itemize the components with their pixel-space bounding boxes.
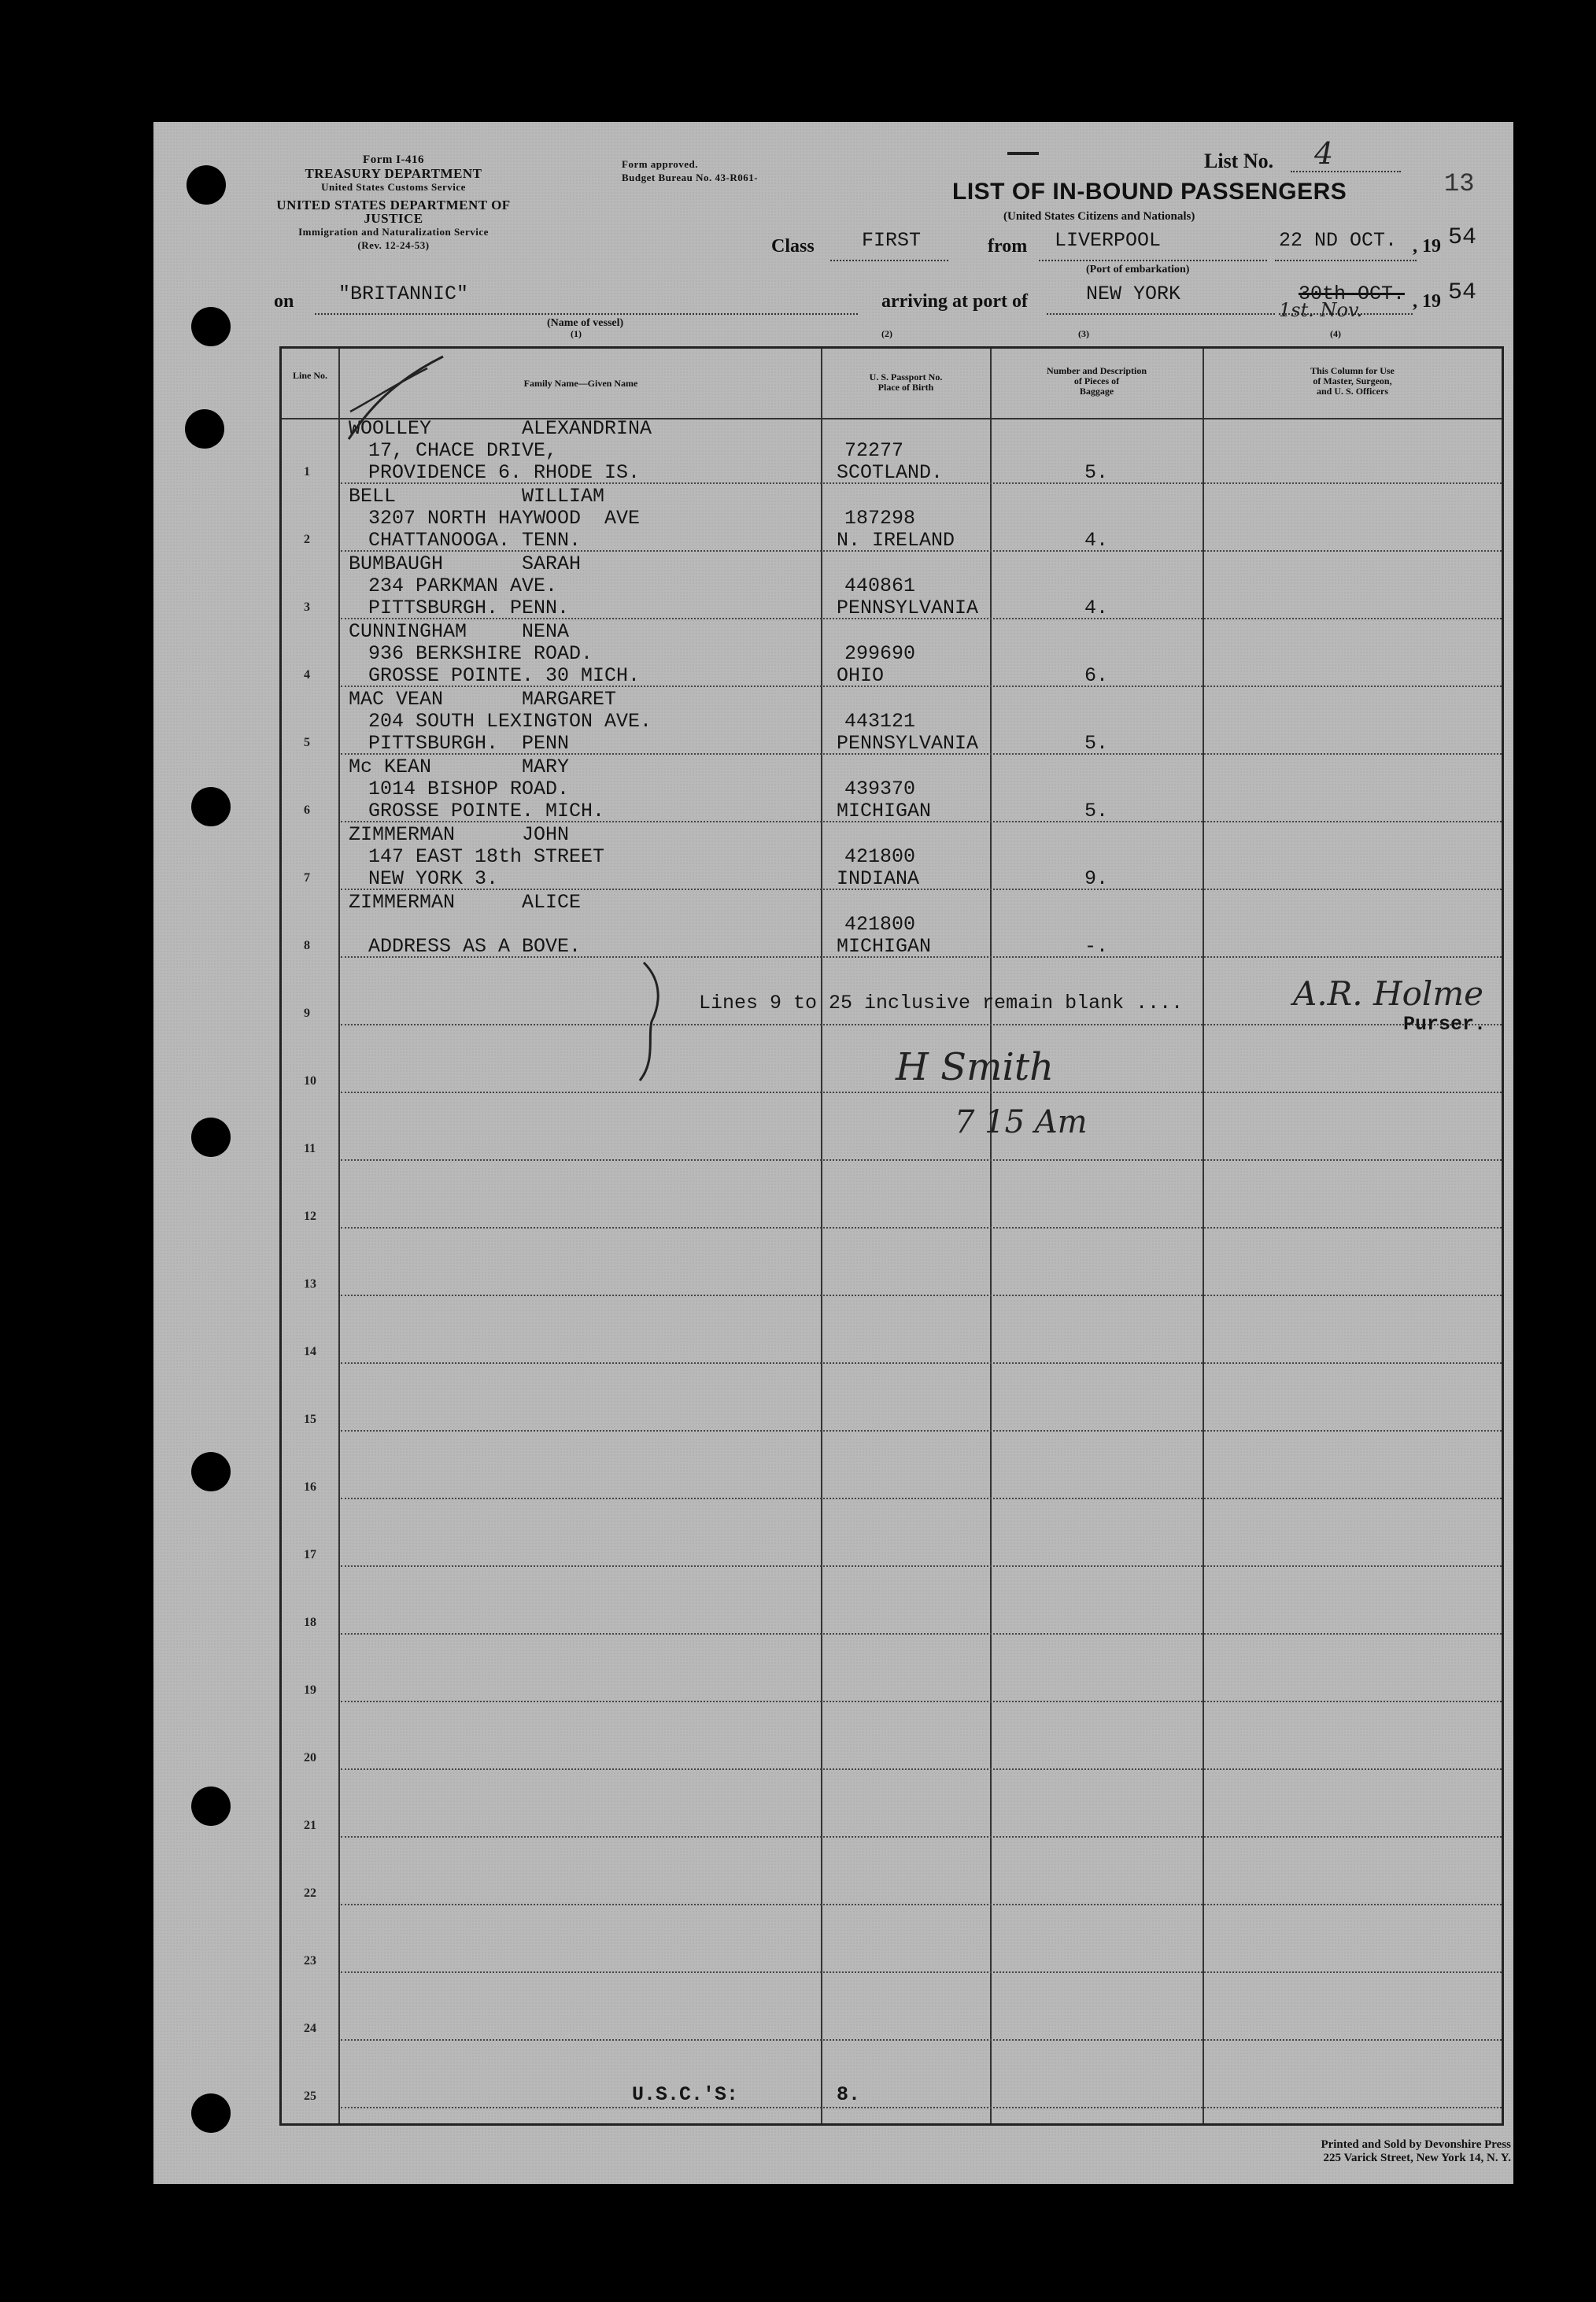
class-label: Class xyxy=(771,236,815,257)
passenger-address-1: 1014 BISHOP ROAD. xyxy=(368,778,570,800)
time-note: 7 15 Am xyxy=(955,1104,1088,1140)
from-label: from xyxy=(988,236,1028,257)
punch-hole xyxy=(185,409,224,449)
form-sheet xyxy=(153,122,1513,2184)
purser-signature: A.R. Holme xyxy=(1293,974,1484,1013)
bracket-mark xyxy=(628,959,675,1084)
punch-hole xyxy=(191,787,231,826)
row-number: 21 xyxy=(304,1819,316,1832)
passenger-family-name: ZIMMERMAN xyxy=(349,823,456,846)
class-line xyxy=(830,260,948,261)
baggage-count: 5. xyxy=(1084,800,1109,822)
printer-imprint xyxy=(1161,2138,1511,2165)
baggage-count: 6. xyxy=(1084,664,1109,687)
passenger-given-name: NENA xyxy=(522,620,570,643)
passport-number: 421800 xyxy=(844,845,916,868)
row-rule xyxy=(341,1701,1502,1702)
list-number-label: List No. xyxy=(1204,150,1274,172)
birthplace: INDIANA xyxy=(837,867,920,890)
baggage-count: 4. xyxy=(1084,597,1109,619)
arrival-port-line xyxy=(1047,313,1275,315)
year-prefix-2: , 19 xyxy=(1413,291,1441,312)
passenger-given-name: MARGARET xyxy=(522,688,617,711)
passport-number: 421800 xyxy=(844,913,916,936)
vessel-caption-num: (1) xyxy=(571,328,582,339)
printer-line-2: 225 Varick Street, New York 14, N. Y. xyxy=(1323,2152,1511,2164)
passenger-address-2: ADDRESS AS A BOVE. xyxy=(368,935,582,958)
class-value: FIRST xyxy=(862,229,922,252)
punch-hole xyxy=(191,307,231,346)
col-officer xyxy=(1205,366,1500,397)
passenger-address-2: GROSSE POINTE. MICH. xyxy=(368,800,605,822)
col-birthplace-label: Place of Birth xyxy=(877,382,934,393)
passenger-given-name: JOHN xyxy=(522,823,570,846)
passenger-given-name: ALEXANDRINA xyxy=(522,417,652,440)
row-number: 23 xyxy=(304,1954,316,1968)
row-number: 11 xyxy=(304,1142,316,1155)
passenger-family-name: CUNNINGHAM xyxy=(349,620,467,643)
customs-service: United States Customs Service xyxy=(321,181,466,193)
punch-hole xyxy=(191,1452,231,1491)
punch-hole xyxy=(187,165,226,205)
arriving-label: arriving at port of xyxy=(881,291,1028,312)
passport-number: 187298 xyxy=(844,507,916,530)
row-number: 10 xyxy=(304,1074,316,1088)
arrival-caption-4: (4) xyxy=(1330,328,1341,339)
arrival-caption-2: (2) xyxy=(881,328,892,339)
row-number: 12 xyxy=(304,1210,316,1223)
row-rule xyxy=(341,1159,1502,1161)
birthplace: OHIO xyxy=(837,664,885,687)
row-number: 15 xyxy=(304,1413,316,1426)
row-rule xyxy=(341,1227,1502,1229)
passenger-family-name: ZIMMERMAN xyxy=(349,891,456,914)
arrival-date-struck: 30th OCT. xyxy=(1299,283,1406,305)
row-rule xyxy=(341,1430,1502,1432)
col-officer-label-2: of Master, Surgeon, xyxy=(1313,375,1392,386)
form-approved: Form approved. xyxy=(622,158,699,170)
passport-number: 440861 xyxy=(844,575,916,597)
justice-dept: UNITED STATES DEPARTMENT OF JUSTICE xyxy=(276,198,511,226)
year-prefix-1: , 19 xyxy=(1413,236,1441,257)
col-passport-label: U. S. Passport No. xyxy=(869,371,943,382)
pen-tick-mark xyxy=(341,353,451,447)
birthplace: MICHIGAN xyxy=(837,935,932,958)
passenger-address-2: NEW YORK 3. xyxy=(368,867,499,890)
passenger-given-name: SARAH xyxy=(522,552,582,575)
row-number: 4 xyxy=(304,668,310,682)
passenger-address-1: 204 SOUTH LEXINGTON AVE. xyxy=(368,710,652,733)
row-number: 19 xyxy=(304,1683,316,1697)
col-baggage-label-3: Baggage xyxy=(1079,386,1114,397)
budget-number: Budget Bureau No. 43-R061- xyxy=(622,172,759,183)
row-rule xyxy=(341,1498,1502,1499)
row-rule xyxy=(341,1295,1502,1296)
form-subtitle: (United States Citizens and Nationals) xyxy=(1003,210,1195,223)
passenger-family-name: Mc KEAN xyxy=(349,756,432,778)
passenger-address-2: PITTSBURGH. PENN xyxy=(368,732,570,755)
arrival-date-handwritten: 1st. Nov. xyxy=(1279,299,1363,321)
arrival-caption-3: (3) xyxy=(1078,328,1089,339)
punch-hole xyxy=(191,2093,231,2133)
col-officer-label-1: This Column for Use xyxy=(1310,365,1395,376)
row-number: 14 xyxy=(304,1345,316,1358)
row-number: 20 xyxy=(304,1751,316,1764)
page-number: 13 xyxy=(1444,169,1475,198)
col-baggage xyxy=(992,366,1201,397)
passenger-given-name: WILLIAM xyxy=(522,485,605,508)
birthplace: PENNSYLVANIA xyxy=(837,597,979,619)
row-rule xyxy=(341,1904,1502,1905)
row-number: 1 xyxy=(304,465,310,479)
passport-number: 72277 xyxy=(844,439,904,462)
passport-number: 439370 xyxy=(844,778,916,800)
passenger-address-2: PITTSBURGH. PENN. xyxy=(368,597,570,619)
row-number: 16 xyxy=(304,1480,316,1494)
row-number: 5 xyxy=(304,736,310,749)
row-rule xyxy=(341,1971,1502,1973)
blank-lines-note: Lines 9 to 25 inclusive remain blank .... xyxy=(699,992,1184,1014)
row-rule xyxy=(341,1362,1502,1364)
passenger-family-name: BELL xyxy=(349,485,397,508)
col-divider xyxy=(821,349,822,2123)
form-title: LIST OF IN-BOUND PASSENGERS xyxy=(952,179,1347,205)
form-number: Form I-416 xyxy=(363,153,424,166)
from-value: LIVERPOOL xyxy=(1055,229,1162,252)
total-label: U.S.C.'S: xyxy=(632,2083,739,2106)
printer-line-1: Printed and Sold by Devonshire Press xyxy=(1321,2138,1511,2151)
baggage-count: 9. xyxy=(1084,867,1109,890)
depart-date: 22 ND OCT. xyxy=(1279,229,1398,252)
baggage-count: 5. xyxy=(1084,732,1109,755)
birthplace: MICHIGAN xyxy=(837,800,932,822)
birthplace: PENNSYLVANIA xyxy=(837,732,979,755)
col-baggage-label-1: Number and Description xyxy=(1046,365,1147,376)
row-number: 13 xyxy=(304,1277,316,1291)
year-2: 54 xyxy=(1448,279,1477,306)
list-number-line xyxy=(1291,171,1401,172)
total-value: 8. xyxy=(837,2083,861,2106)
passenger-address-2: GROSSE POINTE. 30 MICH. xyxy=(368,664,641,687)
vessel-line xyxy=(315,313,858,315)
baggage-count: -. xyxy=(1084,935,1109,958)
birthplace: SCOTLAND. xyxy=(837,461,944,484)
port-embarkation-caption: (Port of embarkation) xyxy=(1086,264,1190,275)
punch-hole xyxy=(191,1787,231,1826)
passenger-address-1: 234 PARKMAN AVE. xyxy=(368,575,558,597)
col-divider xyxy=(1203,349,1204,2123)
col-divider xyxy=(990,349,992,2123)
inspector-initials: H Smith xyxy=(896,1045,1055,1089)
row-rule xyxy=(341,1633,1502,1635)
immigration-service: Immigration and Naturalization Service xyxy=(298,226,489,238)
row-number: 24 xyxy=(304,2022,316,2035)
passenger-table xyxy=(279,346,1504,2126)
row-rule xyxy=(341,1565,1502,1567)
row-number: 25 xyxy=(304,2090,316,2103)
baggage-count: 4. xyxy=(1084,529,1109,552)
passenger-family-name: BUMBAUGH xyxy=(349,552,444,575)
year-1: 54 xyxy=(1448,224,1477,251)
row-number: 9 xyxy=(304,1007,310,1020)
col-passport xyxy=(823,372,988,393)
treasury-dept: TREASURY DEPARTMENT xyxy=(305,166,482,181)
row-rule xyxy=(341,1836,1502,1838)
revision-date: (Rev. 12-24-53) xyxy=(357,239,430,251)
passenger-address-1: 3207 NORTH HAYWOOD AVE xyxy=(368,507,641,530)
punch-hole xyxy=(191,1118,231,1157)
col-baggage-label-2: of Pieces of xyxy=(1073,375,1120,386)
passport-number: 299690 xyxy=(844,642,916,665)
passenger-address-1: 147 EAST 18th STREET xyxy=(368,845,605,868)
passenger-given-name: ALICE xyxy=(522,891,582,914)
row-number: 6 xyxy=(304,804,310,817)
passenger-address-1: 936 BERKSHIRE ROAD. xyxy=(368,642,593,665)
purser-label: Purser. xyxy=(1403,1013,1487,1036)
birthplace: N. IRELAND xyxy=(837,529,955,552)
list-number-value: 4 xyxy=(1314,136,1334,171)
on-label: on xyxy=(274,291,294,312)
passport-number: 443121 xyxy=(844,710,916,733)
passenger-address-1: 17, CHACE DRIVE, xyxy=(368,439,558,462)
col-line-no xyxy=(286,371,334,381)
row-rule xyxy=(341,2107,1502,2108)
depart-date-line xyxy=(1275,260,1417,261)
row-number: 2 xyxy=(304,533,310,546)
row-number: 3 xyxy=(304,600,310,614)
col-divider xyxy=(338,349,340,2123)
arrival-port: NEW YORK xyxy=(1086,283,1181,305)
header-rule xyxy=(282,418,1502,419)
from-line xyxy=(1039,260,1267,261)
row-rule xyxy=(341,1092,1502,1093)
row-number: 22 xyxy=(304,1886,316,1900)
row-number: 17 xyxy=(304,1548,316,1561)
vessel-name: "BRITANNIC" xyxy=(338,283,469,305)
passenger-address-2: PROVIDENCE 6. RHODE IS. xyxy=(368,461,641,484)
passenger-family-name: MAC VEAN xyxy=(349,688,444,711)
vessel-caption: (Name of vessel) xyxy=(547,317,624,329)
col-line-no-label: Line No. xyxy=(292,370,327,381)
dash-mark xyxy=(1007,152,1039,155)
col-officer-label-3: and U. S. Officers xyxy=(1317,386,1388,397)
row-number: 18 xyxy=(304,1616,316,1629)
row-rule xyxy=(341,889,1502,890)
passenger-given-name: MARY xyxy=(522,756,570,778)
row-rule xyxy=(341,2039,1502,2041)
passenger-address-2: CHATTANOOGA. TENN. xyxy=(368,529,582,552)
row-number: 8 xyxy=(304,939,310,952)
baggage-count: 5. xyxy=(1084,461,1109,484)
agency-block xyxy=(272,153,515,252)
row-rule xyxy=(341,1768,1502,1770)
row-rule xyxy=(341,1024,1502,1025)
passenger-family-name: WOOLLEY xyxy=(349,417,432,440)
row-number: 7 xyxy=(304,871,310,885)
col-name-label: Family Name—Given Name xyxy=(523,378,638,389)
approval-block xyxy=(622,157,758,184)
